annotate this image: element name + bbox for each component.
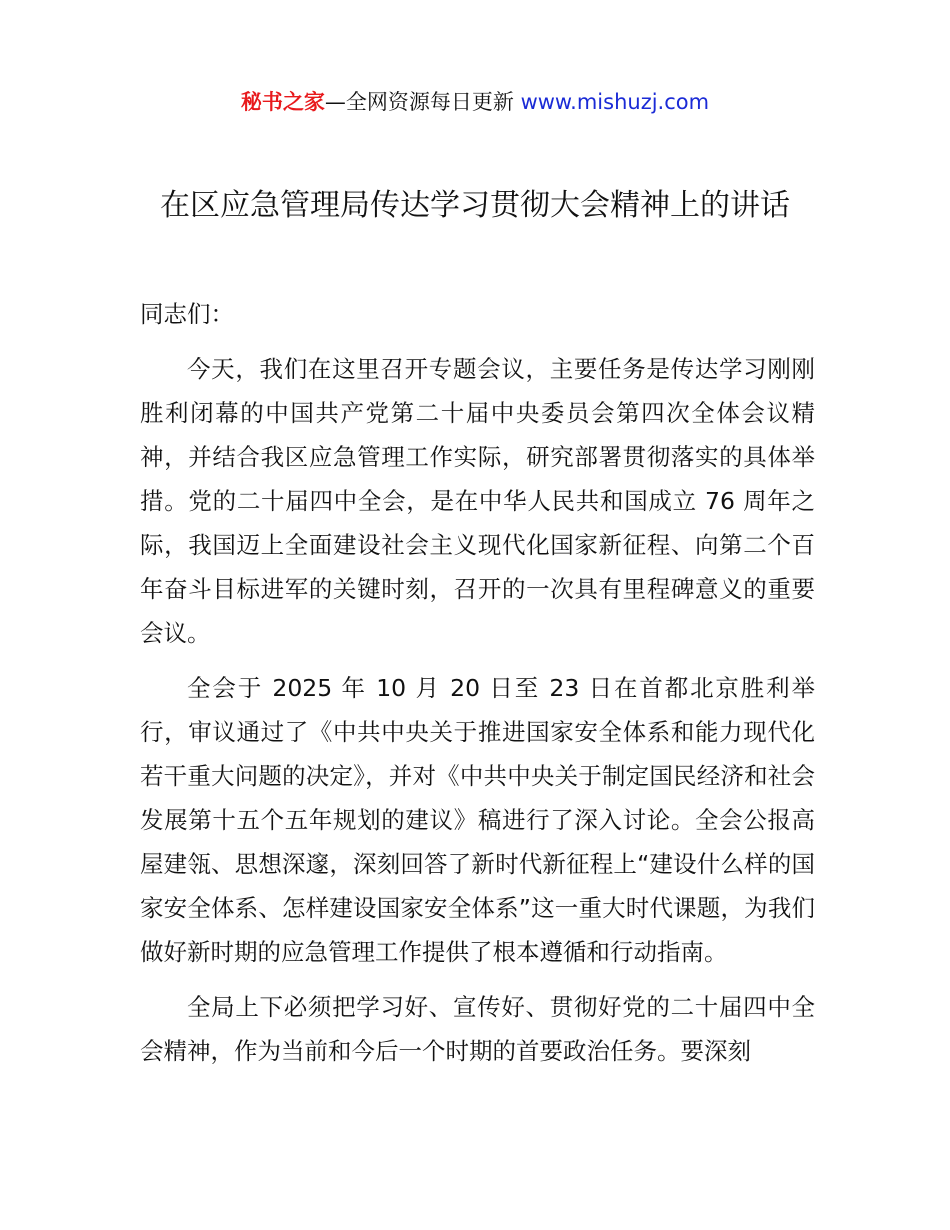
- site-url-link[interactable]: www.mishuzj.com: [520, 90, 710, 114]
- paragraph-1: 今天，我们在这里召开专题会议，主要任务是传达学习刚刚胜利闭幕的中国共产党第二十届中央委员会第四次全体会议精神，并结合我区应急管理工作实际，研究部署贯彻落实的具体举措。党的二十届四中全会，是在中华人民共和国成立 76 周年之际，我国迈上全面建设社会主义现代化国家新征程、向第二个百年奋斗目标进军的关键时刻，召开的一次具有里程碑意义的重要会议。: [140, 355, 815, 647]
- document-body: [140, 292, 815, 1084]
- site-tagline: —全网资源每日更新: [324, 90, 514, 114]
- site-header: [0, 86, 950, 118]
- paragraph-2: 全会于 2025 年 10 月 20 日至 23 日在首都北京胜利举行，审议通过了《中共中央关于推进国家安全体系和能力现代化若干重大问题的决定》，并对《中共中央关于制定国民经济和社会发展第十五个五年规划的建议》稿进行了深入讨论。全会公报高屋建瓴、思想深邃，深刻回答了新时代新征程上“建设什么样的国家安全体系、怎样建设国家安全体系”这一重大时代课题，为我们做好新时期的应急管理工作提供了根本遵循和行动指南。: [140, 674, 815, 966]
- paragraph-3: 全局上下必须把学习好、宣传好、贯彻好党的二十届四中全会精神，作为当前和今后一个时期的首要政治任务。要深刻: [140, 993, 815, 1065]
- document-title: 在区应急管理局传达学习贯彻大会精神上的讲话: [160, 188, 790, 223]
- salutation: 同志们：: [140, 300, 234, 328]
- site-brand: 秘书之家: [240, 90, 325, 114]
